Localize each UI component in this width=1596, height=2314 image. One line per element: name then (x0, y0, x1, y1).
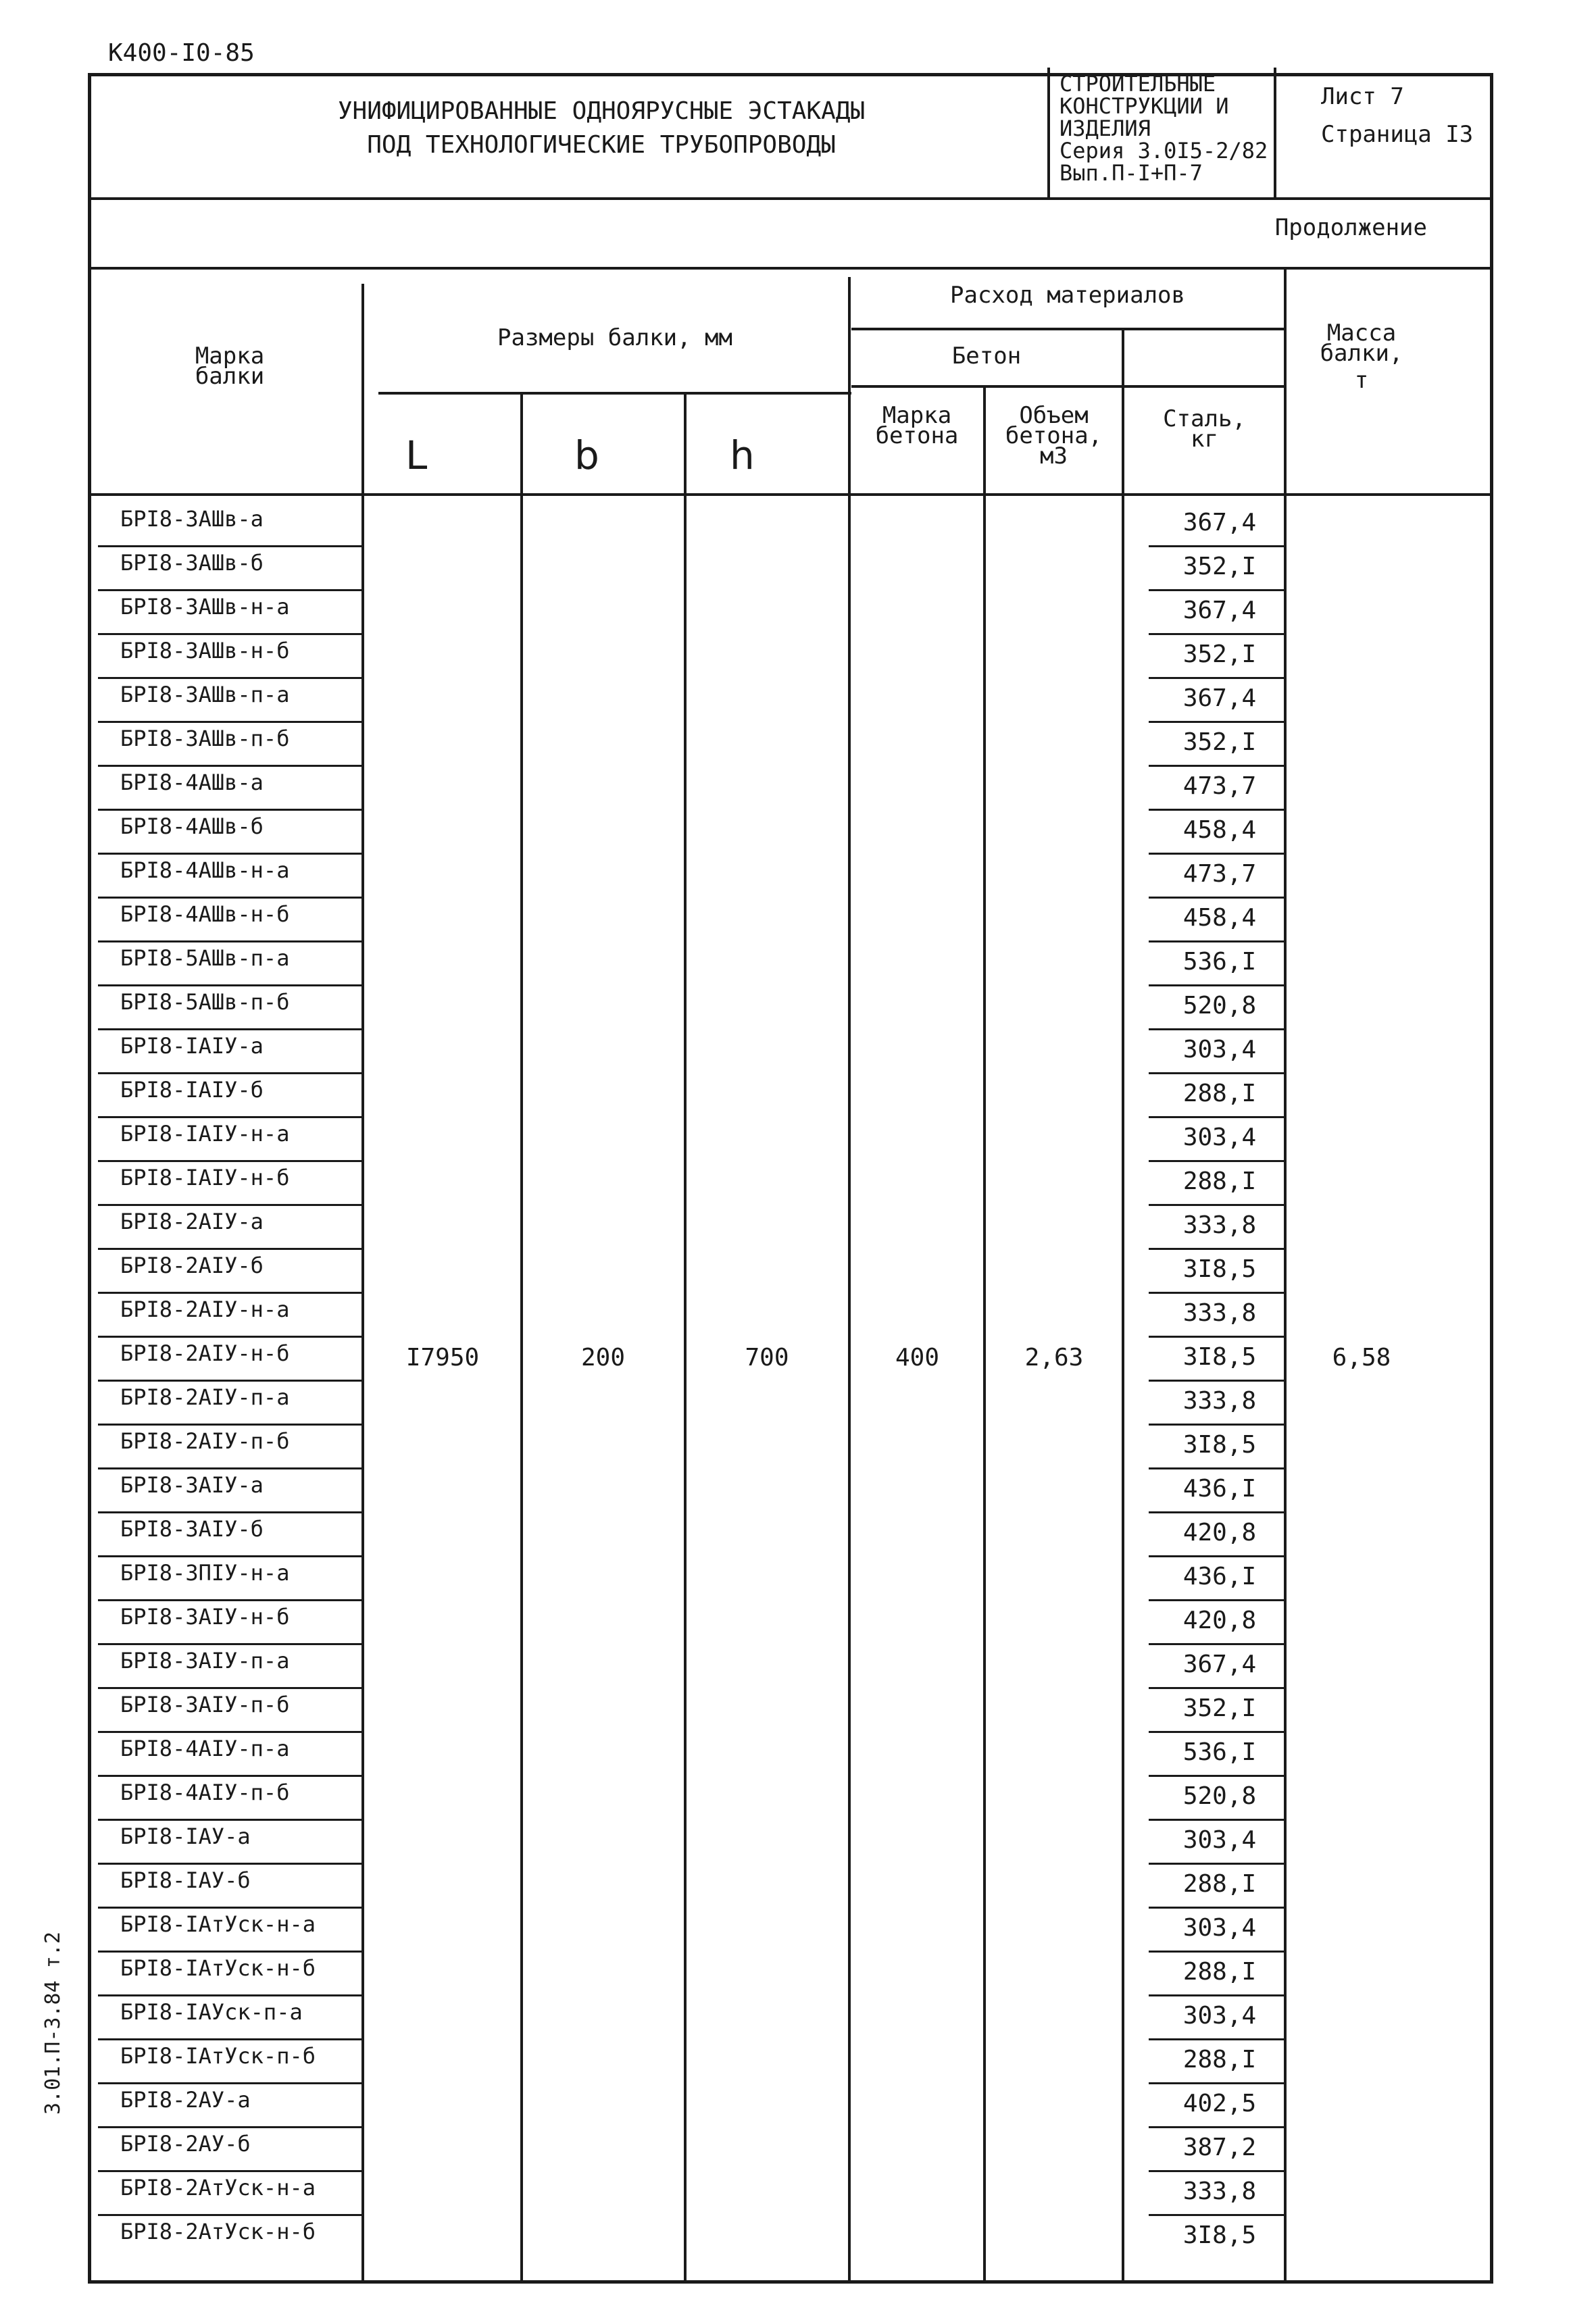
row-rule-steel (1149, 1424, 1285, 1426)
row-rule-steel (1149, 721, 1285, 723)
row-mark: БРI8-3АШв-п-а (120, 682, 290, 707)
row-mark: БРI8-3АШв-п-б (120, 726, 290, 751)
row-steel: 333,8 (1182, 2178, 1257, 2205)
row-mark: БРI8-2АIУ-а (120, 1209, 264, 1234)
header-mark (122, 343, 338, 390)
series-line-2: КОНСТРУКЦИИ И (1059, 93, 1229, 119)
row-steel: 3I8,5 (1182, 1431, 1257, 1459)
row-mark: БРI8-2АУ-б (120, 2131, 251, 2157)
row-rule-steel (1149, 1467, 1285, 1469)
title-block-divider-1 (1047, 68, 1050, 199)
row-steel: 367,4 (1182, 509, 1257, 536)
row-rule-steel (1149, 897, 1285, 899)
row-steel: 352,I (1182, 1694, 1257, 1722)
document-code: К400-I0-85 (108, 39, 255, 67)
row-steel: 303,4 (1182, 1914, 1257, 1942)
row-mark: БРI8-5АШв-п-б (120, 989, 290, 1015)
row-rule-steel (1149, 2082, 1285, 2084)
row-steel: 458,4 (1182, 904, 1257, 932)
col-line-b (684, 392, 687, 2284)
row-rule-mark (98, 2126, 363, 2128)
header-steel-line-2: кг (1191, 426, 1218, 453)
col-line-mark (361, 284, 364, 2284)
row-steel: 436,I (1182, 1475, 1257, 1503)
series-line-1: СТРОИТЕЛЬНЫЕ (1059, 71, 1216, 97)
row-rule-mark (98, 1028, 363, 1030)
row-mark: БРI8-IАУ-а (120, 1823, 251, 1849)
page-label: Страница I3 (1321, 121, 1474, 148)
header-rule-materials (851, 328, 1284, 330)
row-mark: БРI8-2АIУ-п-б (120, 1428, 290, 1454)
row-steel: 288,I (1182, 1958, 1257, 1986)
row-steel: 458,4 (1182, 816, 1257, 844)
row-rule-steel (1149, 1204, 1285, 1206)
document-title (169, 95, 1034, 162)
header-mark-line-2: балки (195, 363, 265, 390)
header-rule-dimensions (378, 392, 851, 395)
row-mark: БРI8-3АШв-б (120, 550, 264, 576)
row-mark: БРI8-3АШв-н-б (120, 638, 290, 663)
row-rule-steel (1149, 765, 1285, 767)
row-mark: БРI8-4АШв-б (120, 813, 264, 839)
row-steel: 352,I (1182, 640, 1257, 668)
row-rule-steel (1149, 2038, 1285, 2040)
row-mark: БРI8-IАIУ-а (120, 1033, 264, 1059)
row-rule-mark (98, 940, 363, 942)
row-rule-mark (98, 1951, 363, 1953)
row-rule-steel (1149, 1160, 1285, 1162)
row-steel: 288,I (1182, 1080, 1257, 1107)
header-L: L (405, 432, 428, 478)
row-rule-mark (98, 1160, 363, 1162)
row-steel: 288,I (1182, 1167, 1257, 1195)
value-b: 200 (580, 1344, 626, 1372)
row-rule-mark (98, 1599, 363, 1601)
row-steel: 352,I (1182, 728, 1257, 756)
row-rule-mark (98, 1380, 363, 1382)
row-steel: 520,8 (1182, 992, 1257, 1020)
row-rule-steel (1149, 1819, 1285, 1821)
row-rule-steel (1149, 1116, 1285, 1118)
row-mark: БРI8-2АтУск-н-а (120, 2175, 316, 2200)
row-rule-mark (98, 1994, 363, 1996)
row-rule-steel (1149, 940, 1285, 942)
row-rule-mark (98, 1511, 363, 1513)
row-rule-mark (98, 1687, 363, 1689)
row-rule-mark (98, 633, 363, 635)
row-mark: БРI8-3АШв-н-а (120, 594, 290, 620)
header-concrete: Бетон (951, 343, 1022, 370)
row-mark: БРI8-4АIУ-п-б (120, 1780, 290, 1805)
row-rule-steel (1149, 1994, 1285, 1996)
col-line-grade (983, 385, 986, 2284)
row-rule-mark (98, 1336, 363, 1338)
row-mark: БРI8-4АШв-а (120, 770, 264, 795)
row-rule-mark (98, 1863, 363, 1865)
title-block-bottom (88, 197, 1493, 200)
row-mark: БРI8-3АIУ-б (120, 1516, 264, 1542)
col-line-volume (1122, 328, 1124, 2284)
row-steel: 520,8 (1182, 1782, 1257, 1810)
row-steel: 303,4 (1182, 1124, 1257, 1151)
header-b: b (574, 432, 599, 478)
col-line-L (520, 392, 523, 2284)
row-rule-mark (98, 721, 363, 723)
row-mark: БРI8-3АШв-а (120, 506, 264, 532)
row-rule-mark (98, 2038, 363, 2040)
row-rule-steel (1149, 677, 1285, 679)
row-rule-mark (98, 984, 363, 986)
row-rule-mark (98, 765, 363, 767)
header-mass-line-1: Масса (1326, 320, 1397, 347)
value-grade: 400 (895, 1344, 940, 1372)
row-steel: 303,4 (1182, 1826, 1257, 1854)
row-steel: 473,7 (1182, 860, 1257, 888)
series-line-4: Серия 3.0I5-2/82 (1059, 138, 1268, 164)
continuation-label: Продолжение (1274, 214, 1427, 241)
row-mark: БРI8-3АIУ-п-а (120, 1648, 290, 1674)
col-line-h (848, 277, 851, 2284)
row-steel: 367,4 (1182, 1651, 1257, 1678)
row-rule-mark (98, 2214, 363, 2216)
row-steel: 333,8 (1182, 1211, 1257, 1239)
row-rule-mark (98, 853, 363, 855)
row-mark: БРI8-4АШв-н-б (120, 901, 290, 927)
row-mark: БРI8-IАтУск-п-б (120, 2043, 316, 2069)
title-line-1: УНИФИЦИРОВАННЫЕ ОДНОЯРУСНЫЕ ЭСТАКАДЫ (337, 97, 866, 125)
row-steel: 3I8,5 (1182, 2221, 1257, 2249)
row-rule-mark (98, 1116, 363, 1118)
series-line-5: Вып.П-I+П-7 (1059, 160, 1203, 186)
sheet-label: Лист 7 (1321, 83, 1404, 110)
value-h: 700 (745, 1344, 789, 1372)
row-rule-mark (98, 809, 363, 811)
row-rule-mark (98, 897, 363, 899)
row-rule-mark (98, 1775, 363, 1777)
row-mark: БРI8-IАУск-п-а (120, 1999, 303, 2025)
row-rule-steel (1149, 1951, 1285, 1953)
sheet-info (1321, 78, 1473, 153)
row-rule-steel (1149, 853, 1285, 855)
row-rule-mark (98, 1555, 363, 1557)
row-rule-mark (98, 1731, 363, 1733)
row-steel: 402,5 (1182, 2090, 1257, 2117)
row-rule-steel (1149, 984, 1285, 986)
row-steel: 420,8 (1182, 1519, 1257, 1546)
row-steel: 3I8,5 (1182, 1343, 1257, 1371)
row-rule-mark (98, 1907, 363, 1909)
row-rule-steel (1149, 1380, 1285, 1382)
header-volume-line-1: Объем (1019, 402, 1089, 429)
row-mark: БРI8-4АШв-н-а (120, 857, 290, 883)
title-line-2: ПОД ТЕХНОЛОГИЧЕСКИЕ ТРУБОПРОВОДЫ (367, 131, 836, 159)
row-steel: 367,4 (1182, 684, 1257, 712)
row-mark: БРI8-3АIУ-п-б (120, 1692, 290, 1717)
row-rule-steel (1149, 1863, 1285, 1865)
row-rule-steel (1149, 2214, 1285, 2216)
row-steel: 333,8 (1182, 1387, 1257, 1415)
row-mark: БРI8-IАIУ-н-б (120, 1165, 290, 1190)
header-volume-line-2: бетона, (1005, 422, 1103, 449)
row-steel: 420,8 (1182, 1607, 1257, 1634)
row-rule-steel (1149, 1511, 1285, 1513)
header-mark-line-1: Марка (195, 343, 265, 370)
row-steel: 3I8,5 (1182, 1255, 1257, 1283)
row-rule-steel (1149, 1599, 1285, 1601)
row-steel: 436,I (1182, 1563, 1257, 1590)
row-mark: БРI8-2АIУ-н-а (120, 1297, 290, 1322)
row-steel: 303,4 (1182, 2002, 1257, 2030)
row-mark: БРI8-3АIУ-н-б (120, 1604, 290, 1630)
row-mark: БРI8-IАIУ-б (120, 1077, 264, 1103)
row-rule-mark (98, 1643, 363, 1645)
header-mass-line-3: т (1354, 367, 1369, 394)
row-mark: БРI8-2АIУ-п-а (120, 1384, 290, 1410)
row-mark: БРI8-4АIУ-п-а (120, 1736, 290, 1761)
row-rule-steel (1149, 809, 1285, 811)
row-rule-steel (1149, 589, 1285, 591)
row-rule-mark (98, 2082, 363, 2084)
row-steel: 288,I (1182, 1870, 1257, 1898)
series-info (1059, 73, 1268, 184)
row-steel: 473,7 (1182, 772, 1257, 800)
header-volume (988, 402, 1120, 470)
side-stamp: 3.01.П-3.84 т.2 (41, 1932, 65, 2115)
row-rule-mark (98, 2170, 363, 2172)
header-mass-line-2: балки, (1320, 340, 1403, 367)
row-rule-mark (98, 1248, 363, 1250)
header-dimensions: Размеры балки, мм (497, 324, 732, 351)
row-rule-steel (1149, 545, 1285, 547)
header-mass (1287, 320, 1436, 394)
value-mass: 6,58 (1332, 1344, 1391, 1372)
row-rule-mark (98, 545, 363, 547)
header-grade-line-1: Марка (882, 402, 952, 429)
row-rule-steel (1149, 1555, 1285, 1557)
row-mark: БРI8-2АIУ-н-б (120, 1340, 290, 1366)
row-mark: БРI8-2АУ-а (120, 2087, 251, 2113)
row-rule-mark (98, 1424, 363, 1426)
row-steel: 288,I (1182, 2046, 1257, 2073)
row-steel: 367,4 (1182, 597, 1257, 624)
series-line-3: ИЗДЕЛИЯ (1059, 116, 1151, 141)
row-steel: 303,4 (1182, 1036, 1257, 1063)
row-rule-steel (1149, 1643, 1285, 1645)
value-volume: 2,63 (1024, 1344, 1084, 1372)
header-concrete-grade (853, 402, 981, 449)
row-steel: 387,2 (1182, 2134, 1257, 2161)
header-bottom-rule (88, 493, 1493, 496)
row-mark: БРI8-IАтУск-н-б (120, 1955, 316, 1981)
row-rule-steel (1149, 633, 1285, 635)
row-steel: 352,I (1182, 553, 1257, 580)
value-L: I7950 (405, 1344, 480, 1372)
header-grade-line-2: бетона (875, 422, 959, 449)
row-rule-mark (98, 589, 363, 591)
row-rule-steel (1149, 1028, 1285, 1030)
row-rule-steel (1149, 1907, 1285, 1909)
row-mark: БРI8-2АIУ-б (120, 1253, 264, 1278)
header-steel (1125, 405, 1284, 453)
row-rule-steel (1149, 1731, 1285, 1733)
row-mark: БРI8-IАIУ-н-а (120, 1121, 290, 1147)
row-rule-steel (1149, 1072, 1285, 1074)
row-mark: БРI8-2АтУск-н-б (120, 2219, 316, 2244)
title-block-divider-2 (1274, 68, 1276, 199)
row-rule-steel (1149, 1775, 1285, 1777)
row-rule-steel (1149, 1292, 1285, 1294)
row-rule-mark (98, 1292, 363, 1294)
row-rule-mark (98, 677, 363, 679)
header-materials: Расход материалов (950, 282, 1185, 309)
row-mark: БРI8-IАУ-б (120, 1867, 251, 1893)
table-top-rule (88, 267, 1493, 270)
row-rule-steel (1149, 2170, 1285, 2172)
header-volume-line-3: м3 (1040, 443, 1068, 470)
row-mark: БРI8-3ПIУ-н-а (120, 1560, 290, 1586)
header-steel-line-1: Сталь, (1163, 405, 1246, 432)
row-steel: 536,I (1182, 948, 1257, 976)
row-mark: БРI8-IАтУск-н-а (120, 1911, 316, 1937)
header-h: h (730, 432, 755, 478)
row-steel: 333,8 (1182, 1299, 1257, 1327)
header-rule-concrete (851, 385, 1284, 388)
row-mark: БРI8-5АШв-п-а (120, 945, 290, 971)
row-rule-steel (1149, 2126, 1285, 2128)
row-mark: БРI8-3АIУ-а (120, 1472, 264, 1498)
row-rule-mark (98, 1204, 363, 1206)
row-rule-mark (98, 1072, 363, 1074)
row-rule-steel (1149, 1248, 1285, 1250)
row-steel: 536,I (1182, 1738, 1257, 1766)
row-rule-mark (98, 1467, 363, 1469)
row-rule-mark (98, 1819, 363, 1821)
row-rule-steel (1149, 1336, 1285, 1338)
row-rule-steel (1149, 1687, 1285, 1689)
